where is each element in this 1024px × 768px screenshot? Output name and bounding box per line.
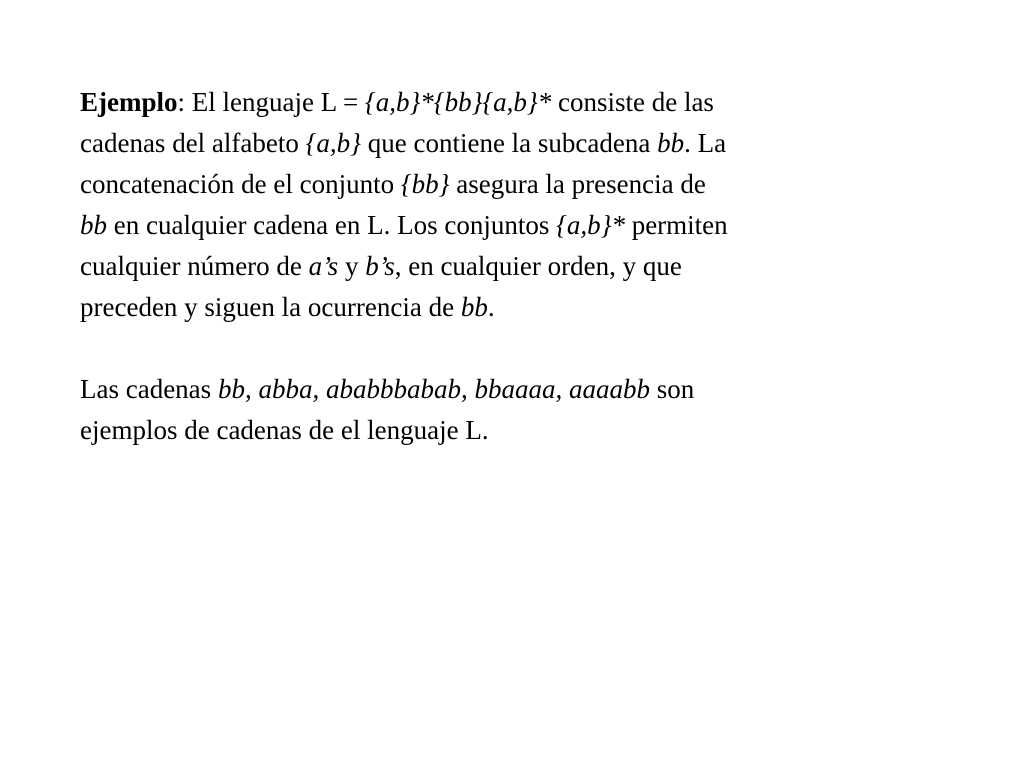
text-run: : El lenguaje L = — [177, 87, 365, 117]
slide-content — [80, 82, 960, 451]
kleene-set: {a,b}* — [556, 210, 625, 240]
text-run: concatenación de el conjunto — [80, 169, 401, 199]
text-line — [80, 205, 960, 246]
text-run: y — [338, 251, 366, 281]
alphabet-expression: {a,b} — [305, 128, 361, 158]
text-run: ejemplos de cadenas de el lenguaje L. — [80, 415, 489, 445]
set-bb: {bb} — [400, 169, 450, 199]
text-run: . — [487, 292, 495, 322]
text-line — [80, 369, 960, 410]
text-line — [80, 164, 960, 205]
text-line — [80, 82, 960, 123]
text-run: . La — [684, 128, 727, 158]
text-run: permiten — [624, 210, 728, 240]
text-line — [80, 287, 960, 328]
heading-ejemplo: Ejemplo — [80, 87, 178, 117]
text-line — [80, 410, 960, 451]
text-run: cadenas del alfabeto — [80, 128, 306, 158]
substring-bb: bb — [460, 292, 488, 322]
text-run: , en cualquier orden, y que — [394, 251, 682, 281]
text-run: en cualquier cadena en L. Los conjuntos — [107, 210, 557, 240]
text-run: que contiene la subcadena — [360, 128, 658, 158]
symbol-a: a’s — [308, 251, 339, 281]
substring-bb: bb — [80, 210, 107, 240]
text-line — [80, 246, 960, 287]
paragraph-ejemplo — [80, 82, 960, 328]
paragraph-spacer — [80, 328, 960, 369]
text-run: cualquier número de — [80, 251, 309, 281]
language-expression: {a,b}*{bb}{a,b}* — [364, 87, 552, 117]
symbol-b: b’s — [365, 251, 395, 281]
substring-bb: bb — [657, 128, 685, 158]
text-run: preceden y siguen la ocurrencia de — [80, 292, 461, 322]
example-strings: bb, abba, ababbbabab, bbaaaa, aaaabb — [217, 374, 650, 404]
text-run: Las cadenas — [80, 374, 218, 404]
text-run: son — [649, 374, 695, 404]
text-line — [80, 123, 960, 164]
text-run: asegura la presencia de — [449, 169, 706, 199]
paragraph-examples — [80, 369, 960, 451]
text-run: consiste de las — [551, 87, 714, 117]
